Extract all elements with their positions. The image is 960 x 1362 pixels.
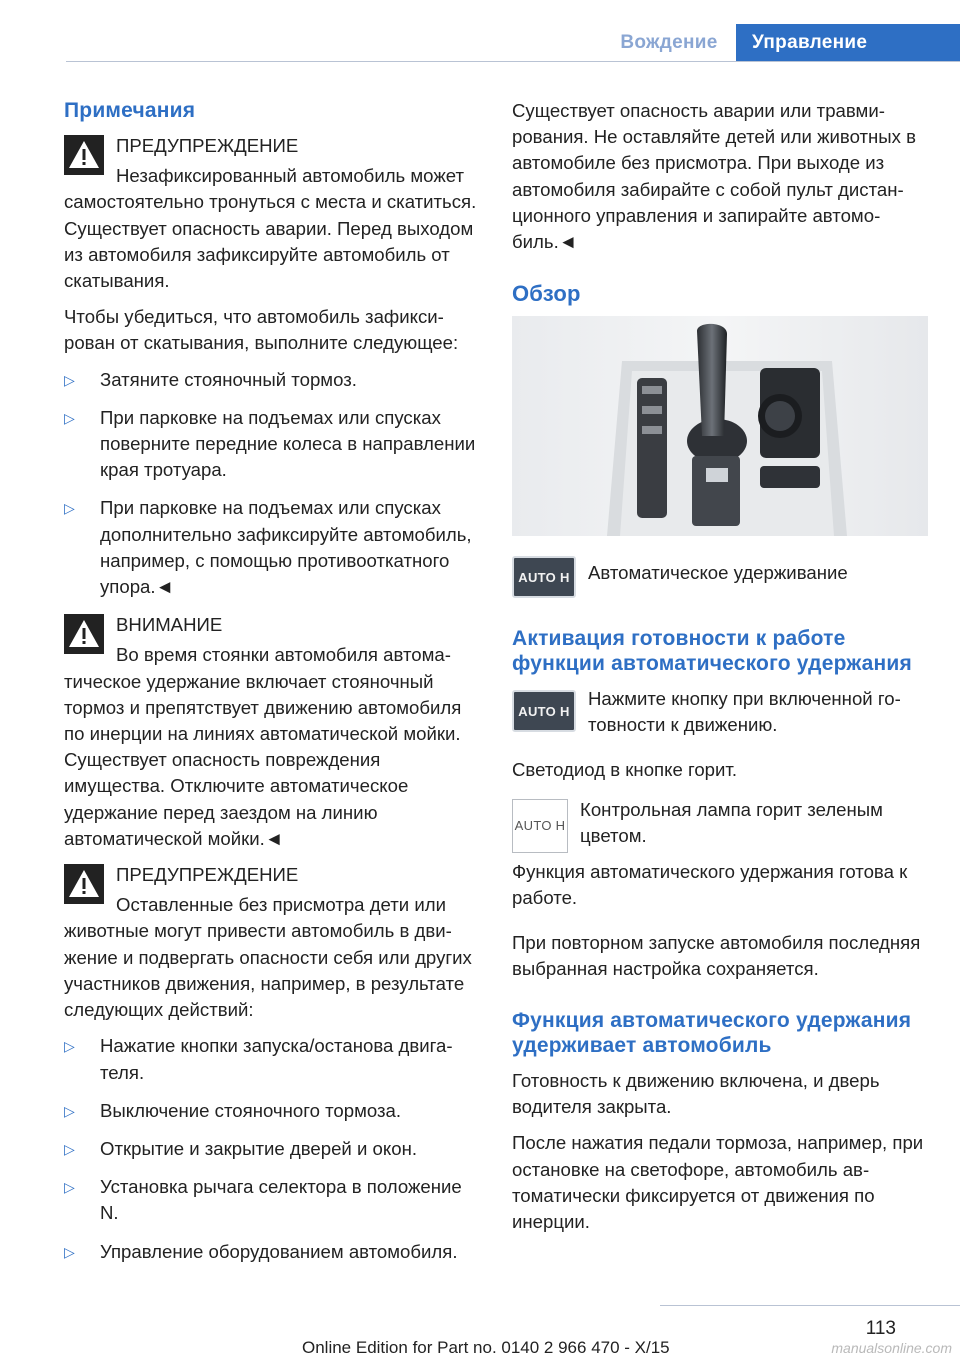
warning-icon [64,864,104,904]
press-button-row [512,686,928,748]
indicator-lamp-row [512,797,928,922]
press-button-text: Нажмите кнопку при включенной готовности к движению. [588,688,901,736]
bullet-arrow-icon: ▷ [64,1102,75,1119]
steps-list [64,367,482,601]
hold-text-2: После нажатия педали тормоза, например, при остановке на светофоре, автомобиль автоматически фиксируется от движения по инерции. [512,1132,924,1233]
bullet-arrow-icon: ▷ [64,1038,75,1055]
activation-heading: Активация готовности к работе функции автоматического удержания [512,627,912,676]
list-item: ▷ Нажатие кнопки запуска/останова двигателя. [64,1035,453,1083]
actions-list [64,1033,482,1264]
overview-heading: Обзор [512,281,581,307]
bullet-arrow-icon: ▷ [64,1179,75,1196]
warning-icon [64,614,104,654]
center-console-photo [512,316,928,536]
warning-text: Оставленные без присмотра дети или животные могут привести автомобиль в движение и подвергать опасности себя или других участников движения, например, в результате следующих действий: [64,894,472,1021]
restart-text: При повторном запуске автомобиля последняя выбранная настройка сохраняется. [512,931,921,979]
warning-label: ПРЕДУПРЕЖДЕНИЕ [116,864,299,886]
list-item: ▷ При парковке на подъемах или спусках поверните передние колеса в направлении края тротуара. [64,406,476,481]
header-rule [66,61,960,62]
left-column [64,98,482,1277]
bullet-arrow-icon: ▷ [64,409,75,426]
caution-text: Во время стоянки автомобиля автоматическое удержание включает стояночный тормоз и препятствует движению автомобиля по инерции на линиях автоматической мойки. Существует опасность повреждения имущества. Отключите автоматическое удержание перед заездом на линию автоматической мойки.◄ [64,644,462,849]
watermark: manualsonline.com [831,1340,952,1356]
notes-heading: Примечания [64,99,196,122]
list-item: ▷ Установка рычага селектора в положение N. [64,1176,462,1224]
hold-text-1: Готовность к движению включена, и дверь водителя закрыта. [512,1070,880,1118]
intro-text: Чтобы убедиться, что автомобиль зафиксирован от скатывания, выполните следующее: [64,306,459,354]
warning-block-1 [64,133,482,294]
warning-block-2 [64,612,482,852]
warning-icon [64,135,104,175]
list-item: ▷ Открытие и закрытие дверей и окон. [64,1136,482,1162]
footer-rule [660,1305,960,1306]
hold-heading: Функция автоматического удержания удерживает автомобиль [512,1009,912,1058]
tab-driving[interactable]: Вождение [620,31,718,53]
continued-warning-text: Существует опасность аварии или травмирования. Не оставляйте детей или животных в автомобиле без присмотра. При выходе из автомобиля забирайте с собой пульт дистанционного управления и запирайте автомобиль.◄ [512,100,917,253]
bullet-arrow-icon: ▷ [64,1140,75,1157]
right-column [512,98,928,1245]
auto-hold-caption: Автоматическое удерживание [588,562,848,584]
tab-controls[interactable]: Управление [736,24,960,61]
auto-hold-button-icon: AUTO H [512,556,576,598]
list-item: ▷ Управление оборудованием автомобиля. [64,1239,482,1265]
edition-text: Online Edition for Part no. 0140 2 966 470 - X/15 [302,1338,670,1357]
bullet-arrow-icon: ▷ [64,371,75,388]
list-item: ▷ При парковке на подъемах или спусках дополнительно зафиксируйте автомобиль, например, с помощью противооткатного упора.◄ [64,497,472,598]
page-number: 113 [865,1318,896,1339]
bullet-arrow-icon: ▷ [64,1243,75,1260]
bullet-arrow-icon: ▷ [64,500,75,517]
caution-label: ВНИМАНИЕ [116,614,223,636]
auto-hold-caption-row [512,552,928,602]
list-item: ▷ Выключение стояночного тормоза. [64,1098,482,1124]
function-ready-text: Функция автоматического удержания готова к работе. [512,861,908,909]
warning-block-3 [64,862,482,1023]
auto-hold-indicator-icon: AUTO H [512,799,568,853]
auto-hold-button-icon: AUTO H [512,690,576,732]
warning-label: ПРЕДУПРЕЖДЕНИЕ [116,135,299,156]
indicator-lamp-text: Контрольная лампа горит зеленым цветом. [580,798,883,847]
list-item: ▷ Затяните стояночный тормоз. [64,367,482,393]
warning-text: Незафиксированный автомобиль может самостоятельно тронуться с места и скатиться. Существует опасность аварии. Перед выходом из автомобиля зафиксируйте автомобиль от скатывания. [64,165,477,292]
led-text: Светодиод в кнопке горит. [512,758,738,780]
